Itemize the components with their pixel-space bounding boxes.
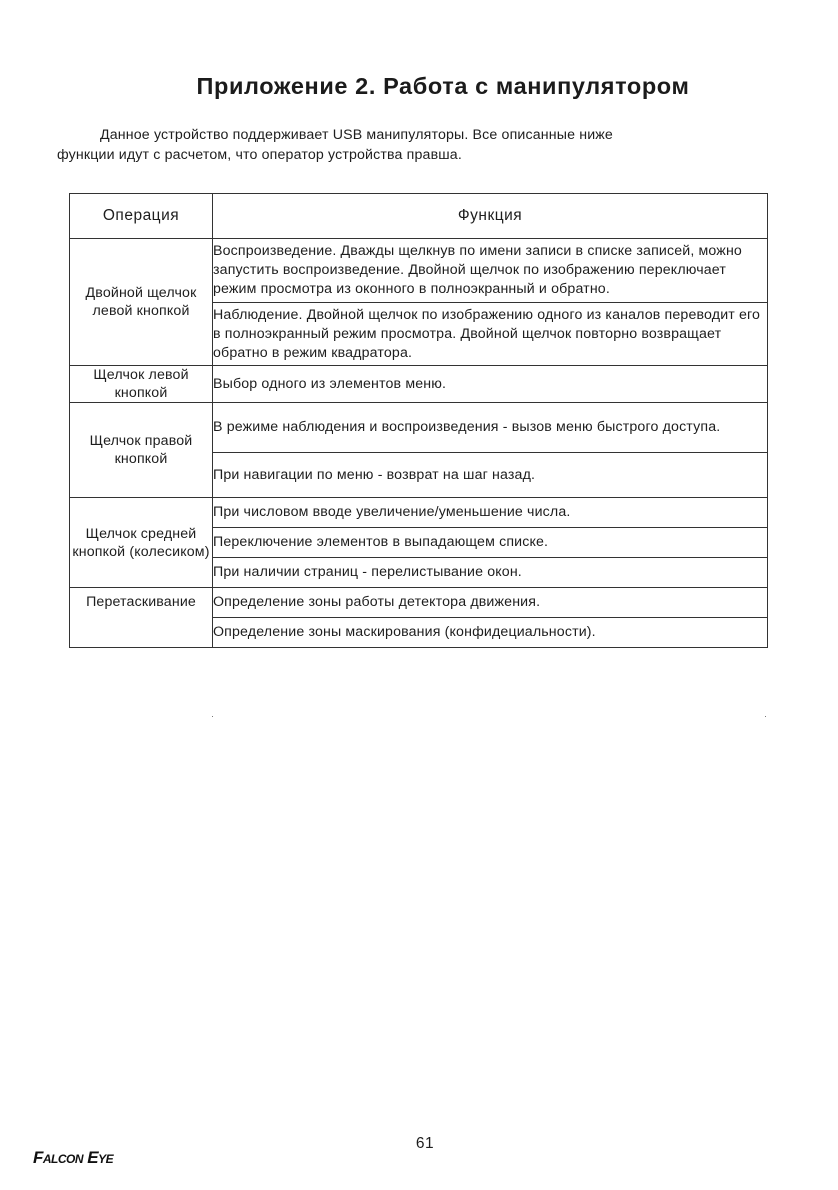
function-page-scroll: При наличии страниц - перелистывание окон. <box>213 558 768 588</box>
function-playback: Воспроизведение. Дважды щелкнув по имени записи в списке записей, можно запустить воспроизведение. Двойной щелчок по изображению переключает режим просмотра из оконного в полноэкранный и обратно. <box>213 239 768 303</box>
brand-logo <box>33 1148 113 1168</box>
mouse-operations-table <box>69 193 768 648</box>
function-number-adjust: При числовом вводе увеличение/уменьшение числа. <box>213 498 768 528</box>
operation-double-left-click: Двойной щелчок левой кнопкой <box>70 239 213 366</box>
function-live-view: Наблюдение. Двойной щелчок по изображению одного из каналов переводит его в полноэкранный режим просмотра. Двойной щелчок повторно возвращает обратно в режим квадратора. <box>213 303 768 366</box>
function-menu-select: Выбор одного из элементов меню. <box>213 366 768 403</box>
function-mask-zone: Определение зоны маскирования (конфидециальности). <box>213 618 768 648</box>
operation-drag: Перетаскивание <box>70 588 213 648</box>
header-operation: Операция <box>70 194 213 239</box>
function-step-back: При навигации по меню - возврат на шаг назад. <box>213 453 768 498</box>
page-title: Приложение 2. Работа с манипулятором <box>196 73 690 99</box>
table-row <box>70 498 768 528</box>
print-mark <box>212 716 213 717</box>
table-row <box>70 403 768 453</box>
table-row <box>70 588 768 618</box>
table-row <box>70 366 768 403</box>
operation-right-click: Щелчок правой кнопкой <box>70 403 213 498</box>
function-motion-zone: Определение зоны работы детектора движения. <box>213 588 768 618</box>
print-mark <box>765 716 766 717</box>
page-number: 61 <box>415 1135 435 1152</box>
brand-logo-text: Falcon Eye <box>33 1148 114 1167</box>
function-dropdown-switch: Переключение элементов в выпадающем списке. <box>213 528 768 558</box>
table-row <box>70 239 768 303</box>
function-quick-menu: В режиме наблюдения и воспроизведения - вызов меню быстрого доступа. <box>213 403 768 453</box>
table-header-row <box>70 194 768 239</box>
intro-paragraph <box>57 125 777 165</box>
intro-line-1: Данное устройство поддерживает USB манипуляторы. Все описанные ниже <box>100 127 613 143</box>
operation-left-click: Щелчок левой кнопкой <box>70 366 213 403</box>
operation-middle-click: Щелчок средней кнопкой (колесиком) <box>70 498 213 588</box>
header-function: Функция <box>213 194 768 239</box>
intro-line-2: функции идут с расчетом, что оператор устройства правша. <box>57 147 462 163</box>
